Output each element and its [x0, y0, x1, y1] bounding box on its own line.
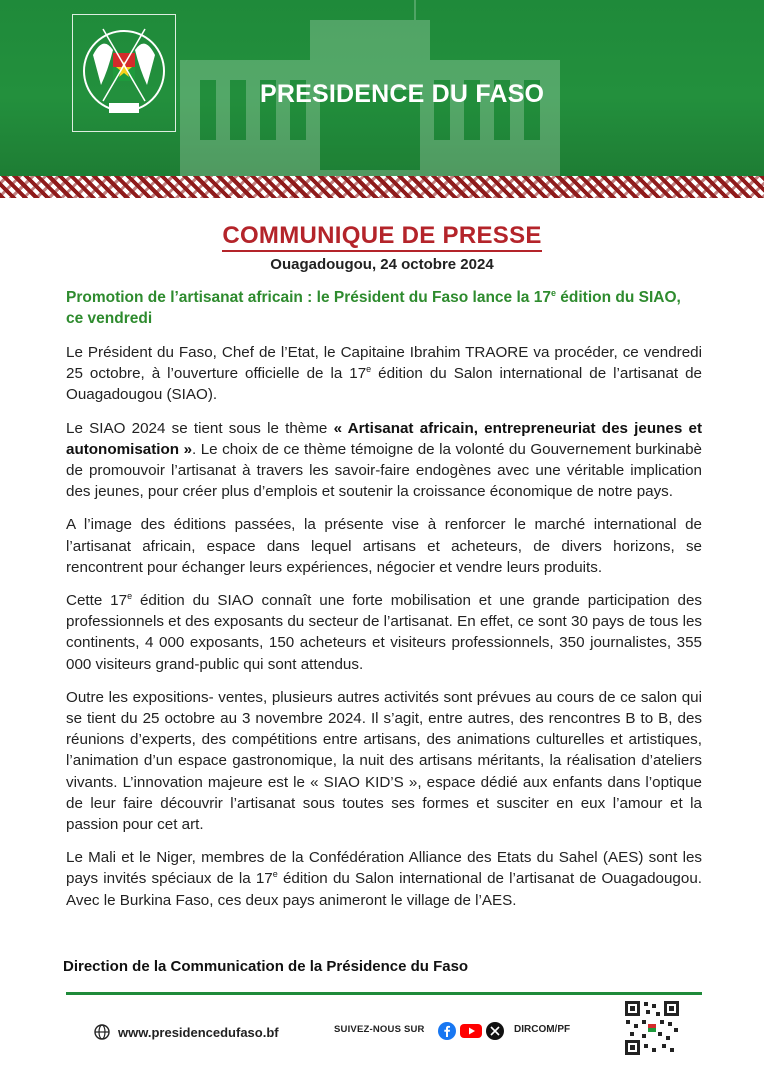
p4-part-1: Cette 17 — [66, 592, 128, 610]
document-title-text: COMMUNIQUE DE PRESSE — [222, 222, 541, 252]
facebook-icon[interactable] — [438, 1022, 456, 1040]
paragraph-2 — [66, 418, 702, 503]
dateline: Ouagadougou, 24 octobre 2024 — [270, 256, 494, 273]
coat-of-arms-emblem — [73, 15, 175, 131]
footer-divider — [66, 992, 702, 995]
press-subtitle — [66, 287, 702, 329]
paragraph-1 — [66, 342, 702, 406]
p2-theme: « Artisanat africain, entrepreneuriat des jeunes et autonomisation » — [66, 419, 703, 458]
qr-code — [624, 1000, 680, 1056]
institution-title: PRESIDENCE DU FASO — [260, 80, 545, 108]
p2-part-2: . Le choix de ce thème témoigne de la volonté du Gouvernement burkinabè de promouvoir l’artisanat à travers les savoir-faire endogènes avec une véritable implication des jeunes, pour créer plus d’emplois et soutenir la croissance économique de notre pays. — [66, 440, 702, 501]
header-banner — [0, 0, 764, 176]
decorative-pattern-overlay — [0, 176, 764, 198]
follow-label: SUIVEZ-NOUS SUR — [334, 1024, 425, 1035]
p1-superscript: e — [366, 364, 372, 375]
website-url: www.presidencedufaso.bf — [118, 1024, 279, 1040]
subtitle-superscript: e — [550, 287, 556, 298]
paragraph-4 — [66, 590, 702, 675]
globe-icon — [94, 1024, 110, 1040]
youtube-icon[interactable] — [460, 1022, 482, 1040]
signature: Direction de la Communication de la Présidence du Faso — [63, 958, 469, 975]
paragraph-3: A l’image des éditions passées, la présente vise à renforcer le marché international de l’artisanat africain, espace dans lequel artisans et acheteurs, de divers horizons, se rencontrent pour échanger leurs expériences, négocier et vendre leurs produits. — [66, 516, 702, 576]
p4-superscript: e — [127, 590, 133, 601]
p4-part-2: édition du SIAO connaît une forte mobilisation et une grande participation des professionnels et des exposants du secteur de l’artisanat. En effet, ce sont 30 pays de tous les continents, 4 000 exposants, 150 acheteurs et visiteurs professionnels, 350 journalistes, 355 000 visiteurs grand-public qui sont attendus. — [66, 592, 702, 673]
x-icon[interactable] — [486, 1022, 504, 1040]
emblem-frame — [72, 14, 176, 132]
paragraph-5: Outre les expositions- ventes, plusieurs autres activités sont prévues au cours de ce salon qui se tient du 25 octobre au 3 novembre 2024. Il s’agit, entre autres, des rencontres B to B, des réunions d’experts, des compétitions entre artisans, des animations culturelles et artistiques, l’animation d’un espace gastronomique, la nuit des artisans méritants, la réalisation d’ateliers vivants. L’innovation majeure est le « SIAO KID’S », espace dédié aux enfants dans l’optique de leur faire découvrir l’artisanat sous toutes ses formes et susciter en eux l’amour et la passion pour cet art. — [66, 688, 702, 834]
press-body — [66, 342, 702, 923]
subtitle-part-2: édition du SIAO, ce vendredi — [66, 289, 681, 327]
p1-part-1: Le Président du Faso, Chef de l’Etat, le Capitaine Ibrahim TRAORE va procéder, ce vendredi 25 octobre, à l’ouverture officielle de la 17 — [66, 344, 702, 383]
document-title — [0, 222, 764, 250]
p6-part-1: Le Mali et le Niger, membres de la Confédération Alliance des Etats du Sahel (AES) sont les pays invités spéciaux de la 17 — [66, 849, 702, 888]
p6-part-2: édition du Salon international de l’artisanat de Ouagadougou. Avec le Burkina Faso, ces deux pays animeront le village de l’AES. — [66, 870, 702, 909]
p2-part-1: Le SIAO 2024 se tient sous le thème — [66, 419, 334, 437]
p1-part-2: édition du Salon international de l’artisanat de Ouagadougou (SIAO). — [66, 365, 702, 404]
p6-superscript: e — [272, 869, 278, 880]
paragraph-6 — [66, 847, 702, 911]
website-link[interactable] — [94, 1022, 279, 1042]
social-handle: DIRCOM/PF — [514, 1024, 571, 1035]
subtitle-part-1: Promotion de l’artisanat africain : le Président du Faso lance la 17 — [66, 289, 551, 306]
